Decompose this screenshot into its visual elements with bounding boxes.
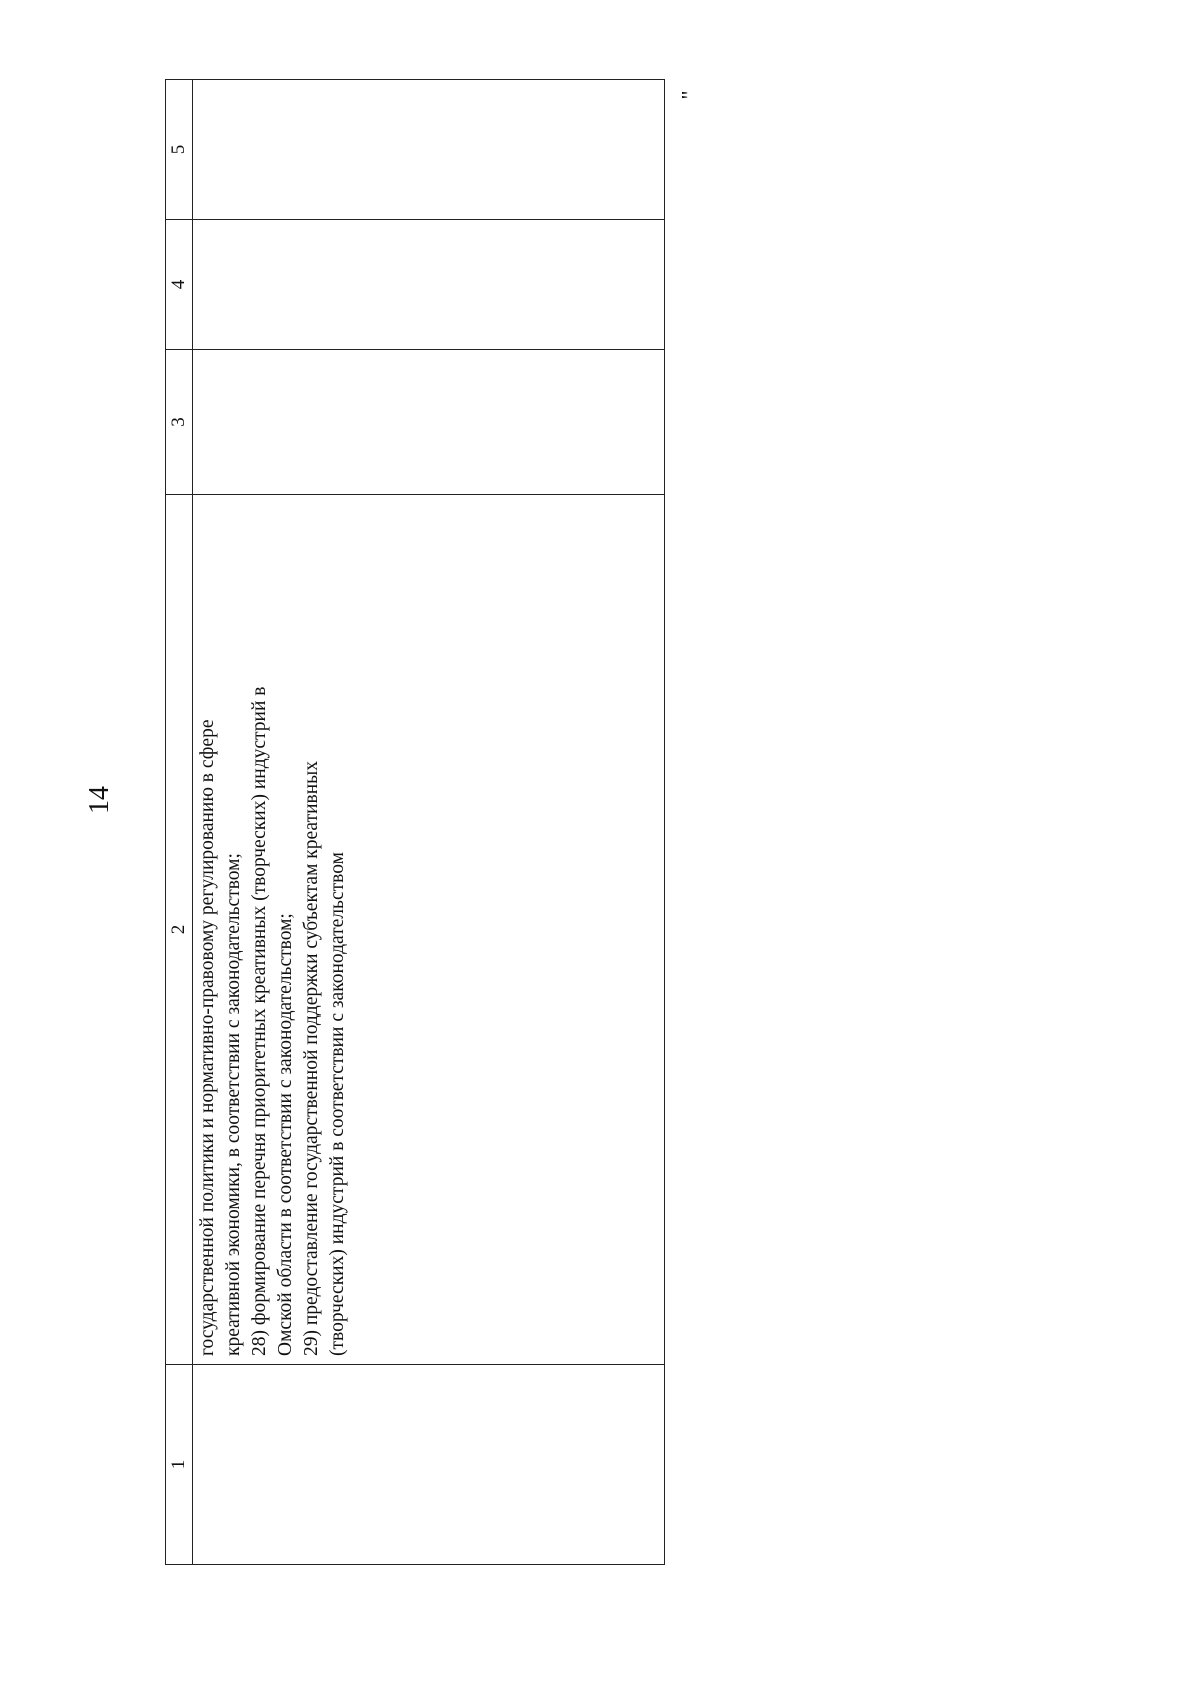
document-table <box>165 79 665 1565</box>
document-table-container <box>165 80 665 1565</box>
column-header-2: 2 <box>166 495 193 1365</box>
text-line: 28) формирование перечня приоритетных креативных (творческих) индустрий в <box>249 686 270 1356</box>
text-line: государственной политики и нормативно-правовому регулированию в сфере <box>197 719 218 1356</box>
column-header-4: 4 <box>166 220 193 350</box>
page-number: 14 <box>84 786 115 814</box>
column-header-5: 5 <box>166 80 193 220</box>
cell-col4 <box>193 220 665 350</box>
column-header-3: 3 <box>166 350 193 495</box>
cell-col3 <box>193 350 665 495</box>
text-line: креативной экономики, в соответствии с законодательством; <box>223 853 244 1356</box>
table-row <box>193 80 665 1565</box>
rotated-table-wrapper <box>165 80 665 1565</box>
cell-col5 <box>193 80 665 220</box>
cell-col2 <box>193 495 665 1365</box>
table-header-row <box>166 80 193 1565</box>
column-header-1: 1 <box>166 1365 193 1565</box>
closing-quote-mark: " <box>676 90 702 100</box>
text-line: Омской области в соответствии с законодательством; <box>275 913 296 1356</box>
text-line: 29) предоставление государственной поддержки субъектам креативных <box>301 760 322 1356</box>
cell-col1 <box>193 1365 665 1565</box>
text-line: (творческих) индустрий в соответствии с законодательством <box>327 852 348 1356</box>
